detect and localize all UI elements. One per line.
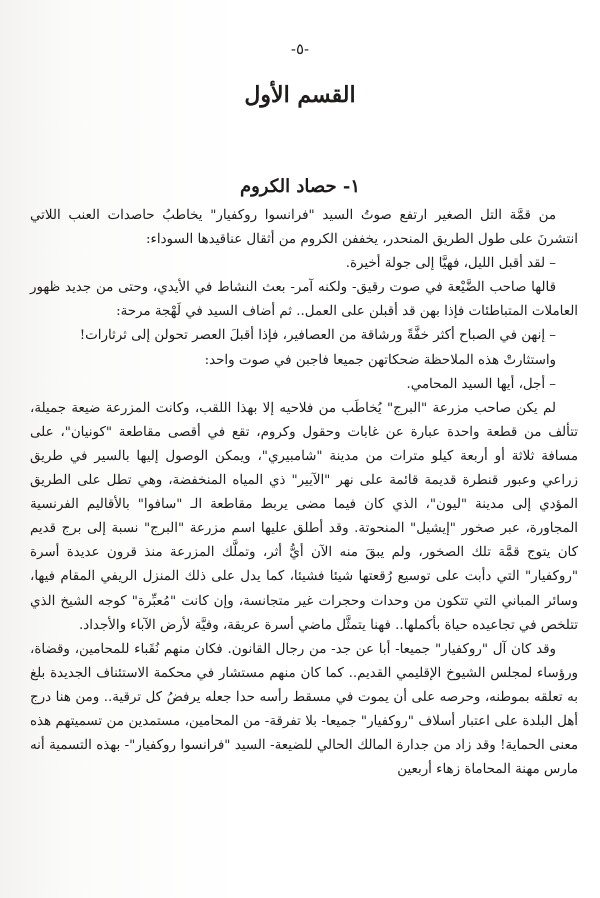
paragraph: وقد كان آل "روكفيار" جميعا- أبا عن جد- من رجال القانون. فكان منهم نُقَباء للمحامين، وقضاة، ورؤساء لمجلس الشيوخ الإقليمي القديم.. كما كان منهم مستشار في محكمة الاستئناف الجديدة بلغ به تعلقه بموطنه، وحرصه على أن يموت في مسقط رأسه حدا جعله يرفضُ كل ترقية.. ومن هنا درج أهل البلدة على اعتبار أسلاف "روكفيار" جميعا- بلا تفرقة- من المحامين، مستمدين من تسميتهم هذه معنى الحماية! وقد زاد من جدارة المالك الحالي للضيعة- السيد "فرانسوا روكفيار"- بهذه التسمية أنه مارس مهنة المحاماة زهاء أربعين (30, 641, 578, 778)
paragraph: قالها صاحب الضَّيْعة في صوت رقيق- ولكنه آمر- بعث النشاط في الأيدي، وحتى من جديد ظهور العاملات المتباطئات فإذا بهن قد أقبلن على العمل.. ثم أضاف السيد في لَهْجة مرحة: (30, 280, 578, 320)
paragraph: من قمَّة التل الصغير ارتفع صوتُ السيد "فرانسوا روكفيار" يخاطبُ حاصدات العنب اللاتي انتشرنَ على طول الطريق المنحدر، يخففن الكروم من أثقال عناقيدها السوداء: (30, 208, 578, 248)
part-title: القسم الأول (244, 82, 356, 108)
chapter-title: ١- حصاد الكروم (239, 176, 361, 197)
page-number: -٥- (290, 40, 310, 58)
body-text (30, 204, 578, 782)
paragraph: واستثارتْ هذه الملاحظة ضحكاتهن جميعا فاجبن في صوت واحد: (204, 352, 556, 368)
dialogue-line: – إنهن في الصباح أكثر خفَّةً ورشاقة من العصافير، فإذا أقبلَ العصر تحولن إلى ثرثارات! (79, 328, 556, 344)
dialogue-line: – لقد أقبل الليل، فهيَّا إلى جولة أخيرة. (345, 256, 556, 272)
paragraph: لم يكن صاحب مزرعة "البرج" يُخاطَب من فلاحيه إلا بهذا اللقب، وكانت المزرعة ضيعة جميلة، تتألف من قطعة واحدة عبارة عن غابات وحقول وكروم، تقع في أقصى مقاطعة "كونيان"، على مسافة ثلاثة أو أربعة كيلو مترات من مدينة "شامبيري"، ويمكن الوصول إليها بالسير في طريق زراعي وعبور قنطرة قديمة قائمة على نهر "الآيير" ذي المياه المنخفضة، وهي تطل على الطريق المؤدي إلى مدينة "ليون"، الذي كان فيما مضى يربط مقاطعة الـ "سافوا" بالأقاليم الفرنسية المجاورة، عبر صخور "إيشيل" المنحوتة. وقد أطلق عليها اسم مزرعة "البرج" نسبة إلى برج قديم كان يتوج قمَّة تلك الصخور، ولم يبقَ منه الآن أيُّ أثر، وتملَّك المزرعة منذ قرون عديدة أسرة "روكفيار" التي دأبت على توسيع رُقعتها شيئا فشيئا، كما يدل على ذلك المنزل الريفي المقام فيها، وسائر المباني التي تتكون من وحدات وحجرات غير متجانسة، وإن كانت "مُعبِّرة" كوجه الشيخ الذي تتلخص في تجاعيده حياة بأكملها.. فهنا يتمثَّل ماضي أسرة عريقة، وفيَّة لأرض الآباء والأجداد. (30, 400, 578, 633)
dialogue-line: – أجل، أيها السيد المحامي. (406, 376, 556, 392)
